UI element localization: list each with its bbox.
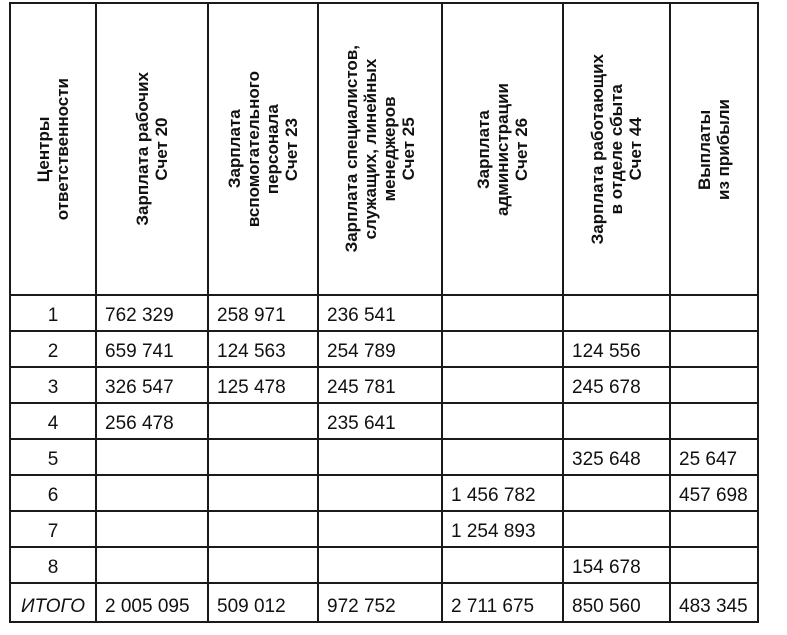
table-cell <box>208 439 318 475</box>
header-row <box>10 3 758 295</box>
row-center-number: 3 <box>10 367 96 403</box>
table-cell: 1 456 782 <box>442 475 563 511</box>
total-cell: 509 012 <box>208 583 318 622</box>
total-cell: 483 345 <box>670 583 758 622</box>
table-cell <box>96 511 208 547</box>
table-cell: 245 781 <box>318 367 442 403</box>
table-cell <box>563 511 670 547</box>
header-account-23: Зарплата вспомогательного персонала Счет 23 <box>208 3 318 295</box>
table-row <box>10 367 758 403</box>
table-cell <box>96 439 208 475</box>
total-cell: 2 005 095 <box>96 583 208 622</box>
table-row <box>10 547 758 583</box>
table-cell <box>670 547 758 583</box>
table-cell: 659 741 <box>96 331 208 367</box>
table-cell: 258 971 <box>208 295 318 331</box>
row-center-number: 1 <box>10 295 96 331</box>
table-cell <box>96 547 208 583</box>
table-cell <box>670 511 758 547</box>
row-center-number: 2 <box>10 331 96 367</box>
table-cell <box>208 403 318 439</box>
table-cell <box>442 367 563 403</box>
table-cell <box>563 295 670 331</box>
total-row <box>10 583 758 622</box>
header-profit-payments: Выплаты из прибыли <box>670 3 758 295</box>
table-cell: 762 329 <box>96 295 208 331</box>
header-account-25: Зарплата специалистов, служащих, линейных менеджеров Счет 25 <box>318 3 442 295</box>
table-row <box>10 475 758 511</box>
table-cell <box>670 295 758 331</box>
table-cell: 1 254 893 <box>442 511 563 547</box>
table-cell: 457 698 <box>670 475 758 511</box>
row-center-number: 6 <box>10 475 96 511</box>
table-row <box>10 403 758 439</box>
total-cell: 850 560 <box>563 583 670 622</box>
table-cell: 256 478 <box>96 403 208 439</box>
table-cell: 124 556 <box>563 331 670 367</box>
table-cell: 125 478 <box>208 367 318 403</box>
total-cell: 972 752 <box>318 583 442 622</box>
table-cell <box>442 547 563 583</box>
table-cell <box>318 439 442 475</box>
table-cell <box>318 547 442 583</box>
table-cell: 254 789 <box>318 331 442 367</box>
table-row <box>10 331 758 367</box>
table-row <box>10 295 758 331</box>
table-cell: 235 641 <box>318 403 442 439</box>
header-account-44: Зарплата работающих в отделе сбыта Счет 44 <box>563 3 670 295</box>
table-cell <box>670 367 758 403</box>
salary-table <box>9 2 759 623</box>
table-cell: 25 647 <box>670 439 758 475</box>
table-cell <box>442 331 563 367</box>
table-row <box>10 439 758 475</box>
header-account-26: Зарплата администрации Счет 26 <box>442 3 563 295</box>
total-label: ИТОГО <box>10 583 96 622</box>
table-cell: 325 648 <box>563 439 670 475</box>
table-cell: 326 547 <box>96 367 208 403</box>
header-responsibility-centers: Центры ответственности <box>10 3 96 295</box>
header-account-20: Зарплата рабочих Счет 20 <box>96 3 208 295</box>
table-cell <box>318 475 442 511</box>
table-row <box>10 511 758 547</box>
table-cell <box>208 475 318 511</box>
total-cell: 2 711 675 <box>442 583 563 622</box>
row-center-number: 8 <box>10 547 96 583</box>
table-cell <box>318 511 442 547</box>
table-cell <box>208 547 318 583</box>
table-cell <box>563 475 670 511</box>
row-center-number: 5 <box>10 439 96 475</box>
row-center-number: 4 <box>10 403 96 439</box>
table-cell: 245 678 <box>563 367 670 403</box>
table-cell <box>563 403 670 439</box>
table-cell <box>442 403 563 439</box>
table-cell <box>96 475 208 511</box>
table-cell <box>670 331 758 367</box>
table-cell <box>442 439 563 475</box>
table-cell: 154 678 <box>563 547 670 583</box>
table-cell <box>442 295 563 331</box>
table-cell <box>208 511 318 547</box>
row-center-number: 7 <box>10 511 96 547</box>
table-cell: 236 541 <box>318 295 442 331</box>
table-cell <box>670 403 758 439</box>
table-cell: 124 563 <box>208 331 318 367</box>
